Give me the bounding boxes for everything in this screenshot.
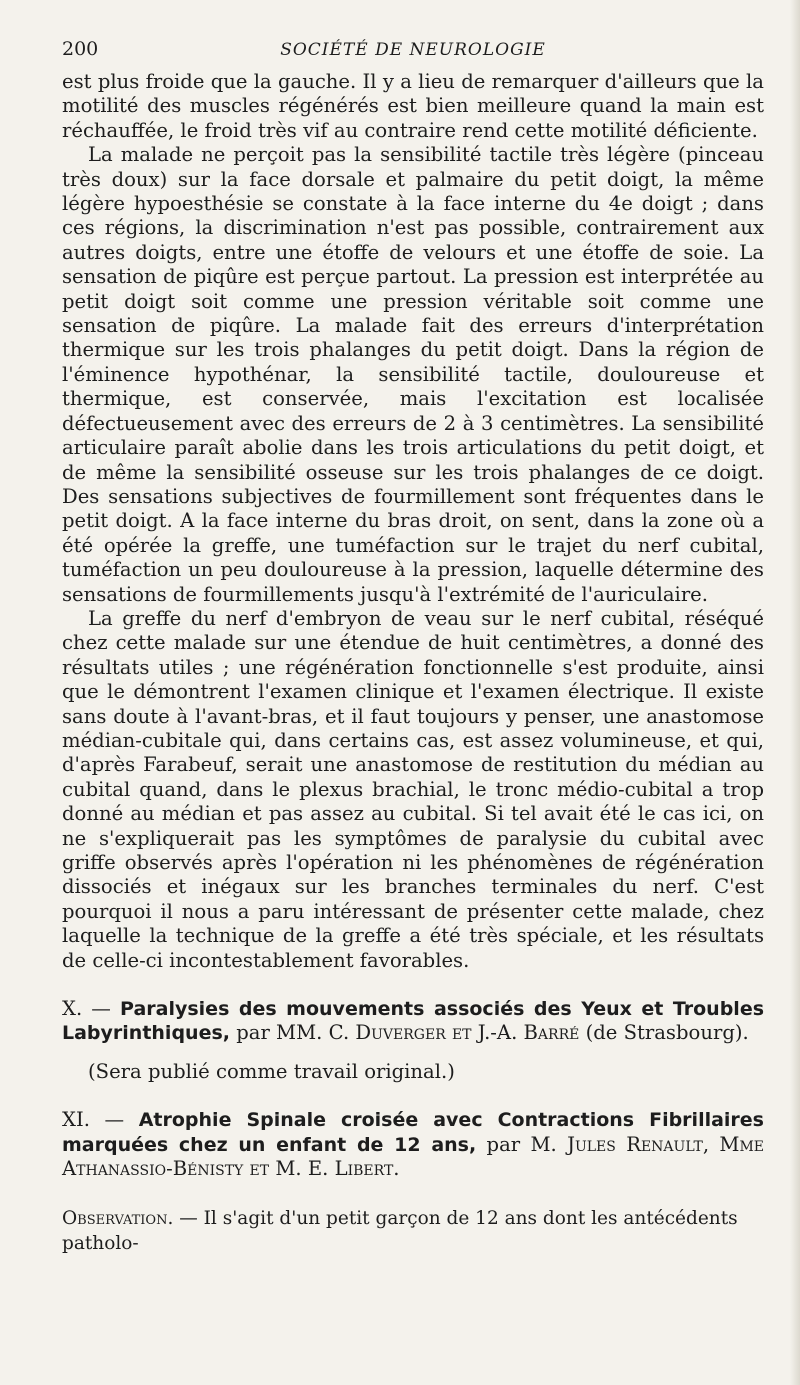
observation-lead: Observation. [62,1208,174,1230]
page-header [62,30,764,70]
section-xi-title: Atrophie Spinale croisée avec Contractions Fibrillaires marquées chez un enfant de 12 ans, [62,1109,764,1156]
section-x-heading [62,997,764,1046]
section-x-authors: C. Duverger et J.-A. Barré [328,1021,580,1045]
section-xi-by: par M. [486,1132,557,1156]
paragraph-2: La malade ne perçoit pas la sensibilité tactile très légère (pinceau très doux) sur la face dorsale et palmaire du petit doigt, la même légère hypoesthésie se constate à la face interne du 4e doigt ; dans ces régions, la discrimination n'est pas possible, contrairement aux autres doigts, entre une étoffe de velours et une étoffe de soie. La sensation de piqûre est perçue partout. La pression est interprétée au petit doigt soit comme une pression véritable soit comme une sensation de piqûre. La malade fait des erreurs d'interprétation thermique sur les trois phalanges du petit doigt. Dans la région de l'éminence hypothénar, la sensibilité tactile, douloureuse et thermique, est conservée, mais l'excitation est localisée défectueusement avec des erreurs de 2 à 3 centimètres. La sensibilité articulaire paraît abolie dans les trois articulations du petit doigt, et de même la sensibilité osseuse sur les trois phalanges de ce doigt. Des sensations subjectives de fourmillement sont fréquentes dans le petit doigt. A la face interne du bras droit, on sent, dans la zone où a été opérée la greffe, une tuméfaction sur le trajet du nerf cubital, tuméfaction un peu douloureuse à la pression, laquelle détermine des sensations de fourmillements jusqu'à l'extrémité de l'auriculaire. [62,143,764,606]
page-number: 200 [62,38,99,60]
section-x-by: par MM. [236,1021,323,1045]
section-xi-number: XI. — [62,1108,125,1132]
body-text [62,70,764,973]
section-x-title: Paralysies des mouvements associés des Yeux et Troubles Labyrinthiques, [62,998,765,1045]
section-xi-authors: Jules Renault, Mme Athanassio-Bénisty et M. E. Libert. [62,1132,764,1181]
running-title: SOCIÉTÉ DE NEUROLOGIE [280,40,546,60]
section-x-affiliation: (de Strasbourg). [585,1021,749,1045]
observation-line [62,1207,764,1256]
section-x-number: X. — [62,997,111,1021]
paragraph-1: est plus froide que la gauche. Il y a lieu de remarquer d'ailleurs que la motilité des muscles régénérés est bien meilleure quand la main est réchauffée, le froid très vif au contraire rend cette motilité déficiente. [62,70,764,142]
paragraph-3: La greffe du nerf d'embryon de veau sur le nerf cubital, réséqué chez cette malade sur une étendue de huit centimètres, a donné des résultats utiles ; une régénération fonctionnelle s'est produite, ainsi que le démontrent l'examen clinique et l'examen électrique. Il existe sans doute à l'avant-bras, et il faut toujours y penser, une anastomose médian-cubitale qui, dans certains cas, est assez volumineuse, et qui, d'après Farabeuf, serait une anastomose de restitution du médian au cubital quand, dans le plexus brachial, le tronc médio-cubital a trop donné au médian et pas assez au cubital. Si tel avait été le cas ici, on ne s'expliquerait pas les symptômes de paralysie du cubital avec griffe observés après l'opération ni les phénomènes de régénération dissociés et inégaux sur les branches terminales du nerf. C'est pourquoi il nous a paru intéressant de présenter cette malade, chez laquelle la technique de la greffe a été très spéciale, et les résultats de celle-ci incontestablement favorables. [62,606,764,972]
section-xi [62,1108,764,1181]
observation-text: — Il s'agit d'un petit garçon de 12 ans dont les antécédents patholo- [62,1208,738,1254]
document-page [62,30,764,1275]
page-edge [790,0,800,1385]
section-xi-heading [62,1108,764,1181]
section-x-note: (Sera publié comme travail original.) [88,1059,455,1083]
section-x [62,997,764,1084]
